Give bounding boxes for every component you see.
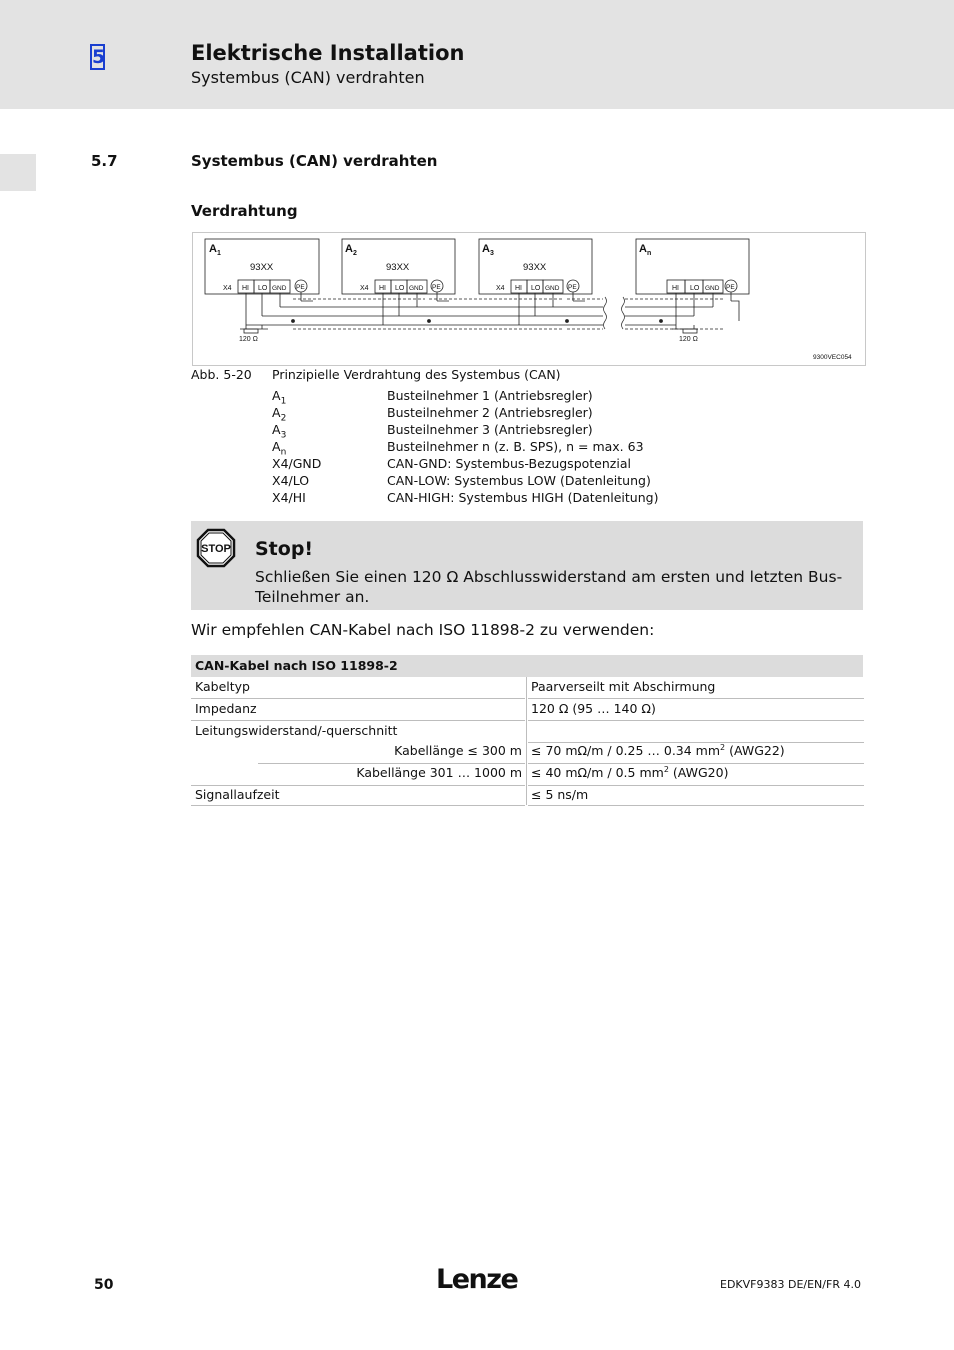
table-cell-label: Kabellänge 301 … 1000 m: [356, 765, 522, 780]
svg-text:GND: GND: [545, 285, 560, 292]
module-a1-x4: X4: [223, 285, 232, 292]
module-a3-x4: X4: [496, 285, 505, 292]
chapter-number[interactable]: 5: [92, 46, 106, 68]
legend-value: CAN-HIGH: Systembus HIGH (Datenleitung): [387, 490, 659, 505]
legend-key: $A_n$: [272, 439, 287, 458]
terminal-pe: PE: [296, 284, 305, 291]
table-cell-label: Kabellänge ≤ 300 m: [394, 743, 522, 758]
legend-value: Busteilnehmer 2 (Antriebsregler): [387, 405, 593, 420]
svg-text:HI: HI: [515, 285, 522, 292]
table-cell-label: Leitungswiderstand/-querschnitt: [195, 723, 398, 738]
bus-wiring: [246, 292, 739, 329]
table-cell-value: 120 Ω (95 … 140 Ω): [531, 701, 656, 716]
legend-key: X4/LO: [272, 473, 310, 488]
svg-text:HI: HI: [379, 285, 386, 292]
svg-text:PE: PE: [726, 284, 735, 291]
module-a1-name: A: [209, 243, 217, 255]
side-tab-marker: [0, 154, 36, 191]
svg-text:120 Ω: 120 Ω: [679, 336, 698, 343]
module-an-index: n: [647, 250, 652, 257]
stop-warning-box: [191, 521, 863, 610]
table-cell-value: ≤ 70 mΩ/m / 0.25 … 0.34 $mm^2$ (AWG22): [531, 742, 785, 758]
table-cell-label: Signallaufzeit: [195, 787, 280, 802]
legend-key: X4/GND: [272, 456, 322, 471]
figure-caption: Prinzipielle Verdrahtung des Systembus (CAN): [272, 367, 561, 382]
subsection-heading: Verdrahtung: [191, 202, 298, 220]
wiring-diagram: [192, 232, 866, 366]
svg-text:GND: GND: [409, 285, 424, 292]
svg-text:STOP: STOP: [201, 543, 231, 555]
svg-text:PE: PE: [568, 284, 577, 291]
terminal-lo: LO: [258, 285, 268, 292]
legend-key: $A_2$: [272, 405, 287, 424]
table-cell-label: Kabeltyp: [195, 679, 250, 694]
page-header: [0, 0, 954, 109]
page-number: 50: [94, 1277, 114, 1293]
module-a3: [479, 239, 592, 294]
legend-value: Busteilnehmer 1 (Antriebsregler): [387, 388, 593, 403]
stop-text: Schließen Sie einen 120 Ω Abschlusswiderstand am ersten und letzten Bus-Teilnehmer an.: [255, 568, 843, 606]
table-header: CAN-Kabel nach ISO 11898-2: [191, 655, 863, 677]
recommendation-text: Wir empfehlen CAN-Kabel nach ISO 11898-2 zu verwenden:: [191, 621, 655, 639]
document-id: EDKVF9383 DE/EN/FR 4.0: [720, 1278, 861, 1291]
terminating-resistor-left: [239, 325, 268, 343]
legend-value: Busteilnehmer 3 (Antriebsregler): [387, 422, 593, 437]
svg-text:GND: GND: [705, 285, 720, 292]
terminal-hi: HI: [242, 285, 249, 292]
legend-key: $A_1$: [272, 388, 287, 407]
module-a2-name: A: [345, 243, 353, 255]
svg-text:LO: LO: [531, 285, 541, 292]
legend-value: CAN-GND: Systembus-Bezugspotenzial: [387, 456, 631, 471]
module-a3-index: 3: [490, 250, 494, 257]
module-a1-index: 1: [217, 250, 221, 257]
module-a2-type: 93XX: [386, 262, 410, 273]
svg-text:LO: LO: [690, 285, 700, 292]
legend-key: $A_3$: [272, 422, 287, 441]
module-an-name: A: [639, 243, 647, 255]
section-title: Systembus (CAN) verdrahten: [191, 152, 438, 170]
terminal-gnd: GND: [272, 285, 287, 292]
stop-sign-icon: [196, 528, 236, 568]
table-cell-value: ≤ 5 ns/m: [531, 787, 589, 802]
figure-label: Abb. 5-20: [191, 367, 252, 382]
svg-text:120 Ω: 120 Ω: [239, 336, 258, 343]
svg-text:HI: HI: [672, 285, 679, 292]
module-a1: [205, 239, 319, 294]
terminating-resistor-right: [672, 325, 698, 343]
chapter-subtitle: Systembus (CAN) verdrahten: [191, 68, 425, 87]
module-an: [636, 239, 749, 294]
module-a3-name: A: [482, 243, 490, 255]
legend-value: Busteilnehmer n (z. B. SPS), n = max. 63: [387, 439, 644, 454]
table-cell-value: Paarverseilt mit Abschirmung: [531, 679, 716, 694]
chapter-title: Elektrische Installation: [191, 41, 465, 65]
lenze-logo: Lenze: [436, 1264, 518, 1295]
module-a3-type: 93XX: [523, 262, 547, 273]
stop-title: Stop!: [255, 538, 314, 560]
module-a2-index: 2: [353, 250, 357, 257]
section-number: 5.7: [91, 152, 118, 170]
svg-text:PE: PE: [432, 284, 441, 291]
module-a2: [342, 239, 455, 294]
svg-text:LO: LO: [395, 285, 405, 292]
table-cell-label: Impedanz: [195, 701, 257, 716]
table-cell-value: ≤ 40 mΩ/m / 0.5 $mm^2$ (AWG20): [531, 764, 729, 780]
legend-key: X4/HI: [272, 490, 306, 505]
legend-value: CAN-LOW: Systembus LOW (Datenleitung): [387, 473, 651, 488]
figure-code: 9300VEC054: [813, 354, 852, 361]
module-a2-x4: X4: [360, 285, 369, 292]
module-a1-type: 93XX: [250, 262, 274, 273]
